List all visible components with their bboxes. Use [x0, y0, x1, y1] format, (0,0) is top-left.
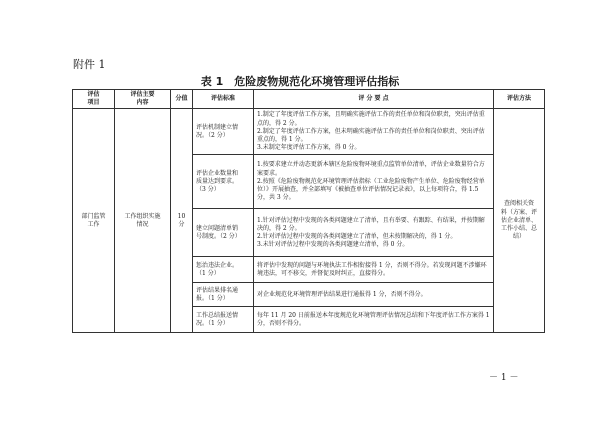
points-cell: 将评估中发现的问题与环境执法工作相衔接得 1 分，否则不得分。若发现问题不涉嫌环境违法，可不移交，并督促及时纠正，直接得分。 — [254, 257, 494, 283]
page-number: － 1 － — [489, 373, 519, 383]
standard-cell: 评估结果排名通 报。（1 分） — [193, 283, 254, 307]
annex-label: 附件 1 — [73, 58, 106, 71]
points-cell: 对企业规范化环境管理评估结果进行通报得 1 分，否则不得分。 — [254, 283, 494, 307]
header-item: 评估 项目 — [73, 90, 115, 109]
table-row — [73, 109, 545, 155]
standard-cell: 评估企业数量和 质量达到要求。 （3 分） — [193, 155, 254, 209]
header-content: 评估主要 内容 — [115, 90, 171, 109]
group-item-cell: 部门监管 工作 — [73, 109, 115, 333]
assessment-table — [72, 89, 545, 333]
standard-cell: 工作总结报送情 况。（1 分） — [193, 307, 254, 333]
points-cell: 1.针对评估过程中发现的各类问题建立了清单，且有举要、有跟踪、有结果，并按期解决的，得 2 分。 2.针对评估过程中发现的各类问题建立了清单，但未按期解决的，得 1 分。 3.未针对评估过程中发现的各类问题建立清单，得 0 分。 — [254, 209, 494, 257]
points-cell: 1.制定了年度评估工作方案，且明确实施评估工作的责任单位和岗位职责，突出评估重点的，得 2 分。 2.制定了年度评估工作方案，但未明确实施评估工作的责任单位和岗位职责、突出评估重点的，得 1 分。 3.未制定年度评估工作方案，得 0 分。 — [254, 109, 494, 155]
group-content-cell: 工作组织实施 情况 — [115, 109, 171, 333]
points-cell: 每年 11 月 20 日前报送本年度规范化环境管理评估情况总结和下年度评估工作方案得 1 分，否则不得分。 — [254, 307, 494, 333]
table-header-row — [73, 90, 545, 109]
points-cell: 1.按要求建立并动态更新本辖区危险废物环境重点监管单位清单，评估企业数量符合方案要求。 2.按照《危险废物规范化环境管理评估指标（工业危险废物产生单位、危险废物经营单位）》开展抽查，并全部填写《被抽查单位评估情况记录表》，以上每项符合，得 1.5 分，共 3 分。 — [254, 155, 494, 209]
group-method-cell: 查阅相关资 料（方案、评 估企业清单、 工作小结、总 结） — [494, 109, 545, 333]
group-score-cell: 10 分 — [171, 109, 193, 333]
standard-cell: 建立问题清单销 号制度。（2 分） — [193, 209, 254, 257]
standard-cell: 惩治违法企业。 （1 分） — [193, 257, 254, 283]
header-score: 分值 — [171, 90, 193, 109]
header-points: 评 分 要 点 — [254, 90, 494, 109]
table-title: 表 1 危险废物规范化环境管理评估指标 — [200, 75, 400, 88]
header-method: 评估方法 — [494, 90, 545, 109]
standard-cell: 评估机制建立情 况。（2 分） — [193, 109, 254, 155]
header-standard: 评估标准 — [193, 90, 254, 109]
